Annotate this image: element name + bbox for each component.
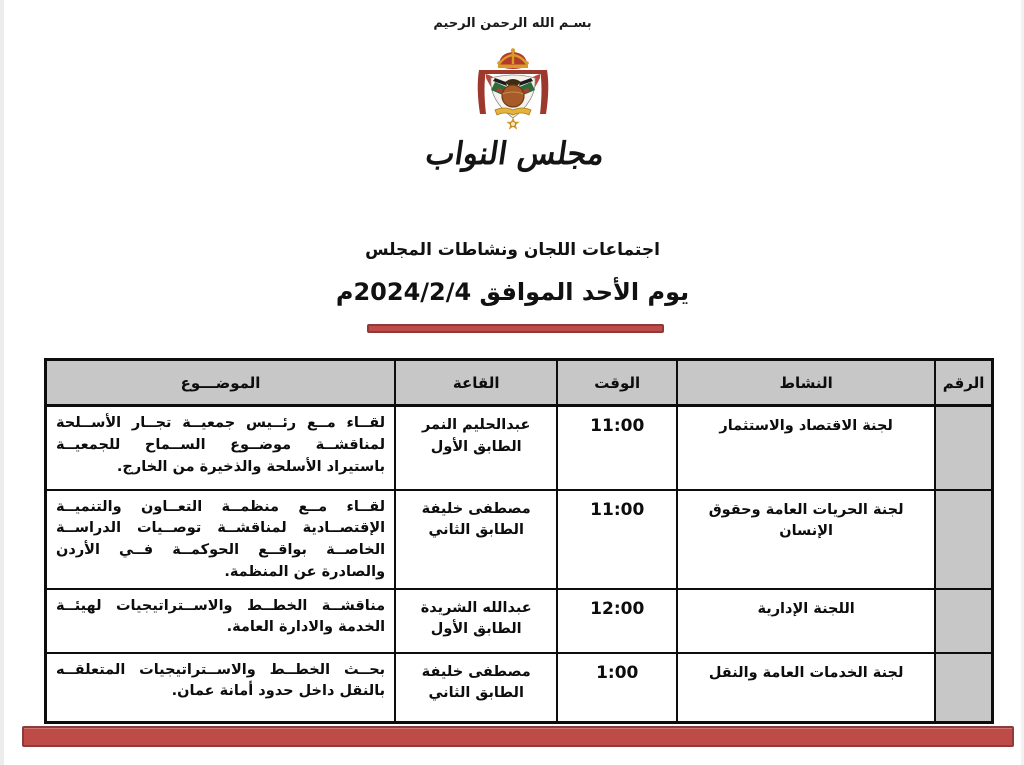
row1-number	[935, 406, 992, 490]
row2-number	[935, 490, 992, 589]
table-row	[46, 490, 993, 589]
bismillah-text: بسـم الله الرحمن الرحيم	[433, 16, 592, 31]
row4-activity: لجنة الخدمات العامة والنقل	[677, 653, 935, 723]
row4-subject: بحــث الخطــط والاســتراتيجيات المتعلقــه بالنقل داخل حدود أمانة عمان.	[46, 653, 396, 723]
row2-time: 11:00	[557, 490, 677, 589]
header-time: الوقت	[557, 360, 677, 406]
row1-subject: لقــاء مــع رئــيس جمعيــة تجــار الأســلحة لمناقشــة موضــوع الســماح للجمعيــة باستيراد الأسلحة والذخيرة من الخارج.	[46, 406, 396, 490]
row2-hall	[395, 490, 557, 589]
header-number: الرقم	[935, 360, 992, 406]
table-row	[46, 589, 993, 653]
bottom-red-bar	[22, 726, 1014, 747]
header-subject: الموضـــوع	[46, 360, 396, 406]
row1-hall	[395, 406, 557, 490]
table-row	[46, 653, 993, 723]
row2-activity: لجنة الحريات العامة وحقوق الإنسان	[677, 490, 935, 589]
org-name-calligraphy: مجلس النواب	[421, 136, 604, 172]
row3-activity: اللجنة الإدارية	[677, 589, 935, 653]
coat-of-arms	[4, 48, 1021, 140]
row2-subject: لقــاء مــع منظمــة التعــاون والتنميــة الإقتصــادية لمناقشــة توصــيات الدراســة الخاصــة بواقــع الحوكمــة فــي الأردن والصادرة عن المنظمة.	[46, 490, 396, 589]
row3-number	[935, 589, 992, 653]
jordan-coat-of-arms-icon	[465, 48, 561, 140]
header-activity: النشاط	[677, 360, 935, 406]
document-title: اجتماعات اللجان ونشاطات المجلس	[365, 240, 660, 260]
row4-hall-floor: الطابق الثاني	[428, 685, 524, 702]
row3-subject: مناقشــة الخطــط والاســتراتيجيات لهيئــة الخدمة والادارة العامة.	[46, 589, 396, 653]
document-date: يوم الأحد الموافق 2024/2/4م	[335, 278, 690, 306]
row4-number	[935, 653, 992, 723]
row3-hall-name: عبدالله الشريدة	[420, 599, 532, 616]
row4-hall-name: مصطفى خليفة	[421, 663, 531, 680]
row3-hall	[395, 589, 557, 653]
table-header-row	[46, 360, 993, 406]
row1-time: 11:00	[557, 406, 677, 490]
row3-hall-floor: الطابق الأول	[430, 621, 522, 638]
row1-activity: لجنة الاقتصاد والاستثمار	[677, 406, 935, 490]
row4-time: 1:00	[557, 653, 677, 723]
header-hall: القاعة	[395, 360, 557, 406]
row3-time: 12:00	[557, 589, 677, 653]
row1-hall-floor: الطابق الأول	[430, 438, 522, 455]
date-underline-bar	[367, 324, 664, 333]
row1-hall-name: عبدالحليم النمر	[422, 417, 531, 433]
table-row	[46, 406, 993, 490]
row4-hall	[395, 653, 557, 723]
row2-hall-floor: الطابق الثاني	[428, 522, 524, 539]
schedule-table	[44, 358, 994, 724]
row2-hall-name: مصطفى خليفة	[421, 500, 531, 517]
